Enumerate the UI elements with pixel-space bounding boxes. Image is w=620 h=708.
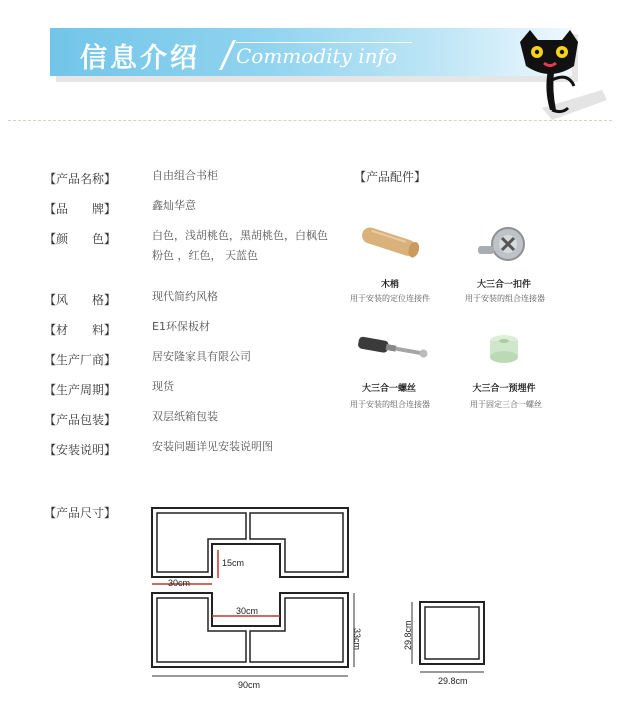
spec-key: 【材 料】 xyxy=(44,323,117,337)
dimension-label-left: 30cm xyxy=(168,578,191,588)
dimensions-title: 【产品尺寸】 xyxy=(44,506,117,520)
dimension-label-middle: 30cm xyxy=(236,606,259,616)
dimension-label-step: 15cm xyxy=(222,558,245,568)
section-divider xyxy=(8,120,612,122)
accessory-name: 大三合一预埋件 xyxy=(472,384,536,394)
spec-key: 【产品包装】 xyxy=(44,413,117,427)
spec-value: 居安隆家具有限公司 xyxy=(152,350,251,363)
accessory-desc: 用于安装的组合连接器 xyxy=(350,400,430,409)
accessories-title: 【产品配件】 xyxy=(354,170,427,184)
wooden-dowel-icon xyxy=(355,222,425,262)
dimension-label-width: 90cm xyxy=(238,680,261,690)
embedded-nut-icon xyxy=(484,332,524,366)
accessory-desc: 用于安装的定位连接件 xyxy=(350,294,430,303)
spec-value: 双层纸箱包装 xyxy=(152,410,218,423)
spec-key: 【品 牌】 xyxy=(44,202,117,216)
cam-lock-icon xyxy=(474,224,530,264)
dimension-diagram xyxy=(140,500,500,690)
accessory-desc: 用于固定三合一螺丝 xyxy=(470,400,542,409)
spec-key: 【安装说明】 xyxy=(44,443,117,457)
page-title: 信息介绍 xyxy=(80,43,200,74)
accessory-desc: 用于安装的组合连接器 xyxy=(465,294,545,303)
spec-key: 【生产周期】 xyxy=(44,383,117,397)
subtitle-line xyxy=(236,42,412,43)
spec-value: 安装问题详见安装说明图 xyxy=(152,440,273,453)
spec-key: 【风 格】 xyxy=(44,293,117,307)
connector-screw-icon xyxy=(352,334,432,362)
spec-value: 现货 xyxy=(152,380,174,393)
accessory-name: 大三合一螺丝 xyxy=(361,384,416,394)
accessory-name: 木梢 xyxy=(380,280,399,290)
dimension-label-cube-height: 29.8cm xyxy=(403,620,413,650)
spec-value: E1环保板材 xyxy=(152,320,210,333)
dimension-label-cube-width: 29.8cm xyxy=(438,676,468,686)
spec-key: 【颜 色】 xyxy=(44,232,117,246)
cat-mascot-icon xyxy=(512,30,612,122)
spec-value: 自由组合书柜 xyxy=(152,169,218,182)
spec-key: 【产品名称】 xyxy=(44,172,117,186)
spec-value: 鑫灿华意 xyxy=(152,199,196,212)
spec-value-line2: 粉色 ，红色， 天蓝色 xyxy=(152,249,258,262)
page-subtitle: Commodity info xyxy=(236,44,397,68)
dimension-label-height: 33cm xyxy=(352,628,362,651)
spec-value: 现代简约风格 xyxy=(152,290,218,303)
spec-value: 白色，浅胡桃色，黑胡桃色，白枫色 xyxy=(152,229,328,242)
accessory-name: 大三合一扣件 xyxy=(476,280,531,290)
spec-key: 【生产厂商】 xyxy=(44,353,117,367)
